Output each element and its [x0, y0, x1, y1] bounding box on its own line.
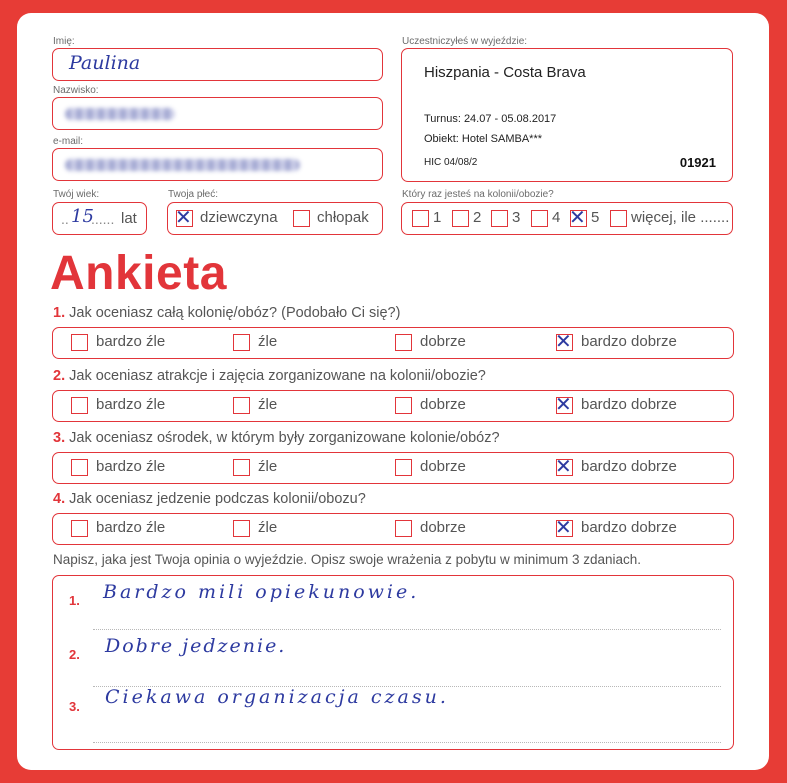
- opinion-line-3-number: 3.: [69, 699, 80, 714]
- rating-checkbox[interactable]: [71, 334, 88, 351]
- rating-label: bardzo źle: [96, 458, 166, 475]
- rating-checkbox[interactable]: [233, 334, 250, 351]
- rating-checkbox[interactable]: [555, 454, 573, 478]
- times-more-checkbox[interactable]: [610, 210, 627, 227]
- rating-checkbox[interactable]: [395, 397, 412, 414]
- surname-field[interactable]: [52, 97, 383, 130]
- opinion-box[interactable]: [52, 575, 734, 750]
- surname-label: Nazwisko:: [53, 85, 99, 96]
- question-number: 2.: [53, 368, 66, 384]
- question-3-answers: [52, 452, 734, 484]
- times-more-label: więcej, ile .......: [631, 209, 730, 226]
- trip-box: [401, 48, 733, 182]
- rating-checkbox[interactable]: [71, 397, 88, 414]
- checked-mark-icon: ✕: [569, 205, 586, 229]
- question-number: 3.: [53, 430, 66, 446]
- times-5-label: 5: [591, 209, 600, 226]
- trip-obiekt-label: Obiekt:: [424, 133, 459, 145]
- rating-checkbox[interactable]: [233, 520, 250, 537]
- checked-mark-icon: ✕: [175, 205, 192, 229]
- gender-male-label: chłopak: [317, 209, 369, 226]
- question-text: Jak oceniasz ośrodek, w którym były zorganizowane kolonie/obóz?: [69, 430, 500, 446]
- question-text: Jak oceniasz całą kolonię/obóz? (Podobało Ci się?): [69, 305, 401, 321]
- rating-label: bardzo źle: [96, 519, 166, 536]
- question-text: Jak oceniasz jedzenie podczas kolonii/obozu?: [69, 491, 366, 507]
- opinion-prompt: Napisz, jaka jest Twoja opinia o wyjeździe. Opisz swoje wrażenia z pobytu w minimum 3 zdaniach.: [53, 552, 642, 567]
- question-2: [53, 368, 486, 384]
- rating-checkbox[interactable]: [233, 397, 250, 414]
- rating-label: bardzo źle: [96, 396, 166, 413]
- rating-label: źle: [258, 458, 278, 475]
- name-field[interactable]: [52, 48, 383, 81]
- age-value: 15: [71, 206, 94, 227]
- question-3: [53, 430, 500, 446]
- rating-label: bardzo dobrze: [581, 458, 677, 475]
- email-label: e-mail:: [53, 136, 84, 147]
- opinion-line-1-number: 1.: [69, 593, 80, 608]
- trip-code: HIC 04/08/2: [424, 157, 478, 168]
- times-field: [401, 202, 733, 235]
- name-label: Imię:: [53, 36, 75, 47]
- times-2-label: 2: [473, 209, 482, 226]
- times-4-label: 4: [552, 209, 561, 226]
- gender-field: [167, 202, 383, 235]
- rating-label: bardzo źle: [96, 333, 166, 350]
- age-label: Twój wiek:: [53, 189, 100, 200]
- checked-mark-icon: ✕: [555, 329, 572, 353]
- question-number: 1.: [53, 305, 66, 321]
- times-3-label: 3: [512, 209, 521, 226]
- trip-obiekt-value: Hotel SAMBA***: [461, 133, 543, 145]
- rating-checkbox[interactable]: [555, 329, 573, 353]
- rating-label: dobrze: [420, 333, 466, 350]
- question-text: Jak oceniasz atrakcje i zajęcia zorganizowane na kolonii/obozie?: [69, 368, 486, 384]
- question-2-answers: [52, 390, 734, 422]
- times-label: Który raz jesteś na kolonii/obozie?: [402, 189, 554, 200]
- rating-checkbox[interactable]: [71, 459, 88, 476]
- times-2-checkbox[interactable]: [452, 210, 469, 227]
- opinion-line-3-text: Ciekawa organizacja czasu.: [105, 686, 449, 708]
- checked-mark-icon: ✕: [555, 454, 572, 478]
- survey-title: Ankieta: [50, 247, 227, 300]
- email-field[interactable]: [52, 148, 383, 181]
- opinion-line-2-text: Dobre jedzenie.: [105, 635, 287, 657]
- gender-female-label: dziewczyna: [200, 209, 278, 226]
- question-1-answers: [52, 327, 734, 359]
- times-1-checkbox[interactable]: [412, 210, 429, 227]
- rating-checkbox[interactable]: [395, 459, 412, 476]
- trip-number: 01921: [679, 155, 716, 170]
- age-suffix: lat: [121, 210, 137, 227]
- rating-checkbox[interactable]: [555, 515, 573, 539]
- opinion-line-1-text: Bardzo mili opiekunowie.: [103, 581, 420, 603]
- rating-label: dobrze: [420, 519, 466, 536]
- rating-label: dobrze: [420, 396, 466, 413]
- trip-destination: Hiszpania - Costa Brava: [424, 64, 586, 81]
- times-4-checkbox[interactable]: [531, 210, 548, 227]
- blurred-surname: [65, 108, 175, 120]
- rating-label: bardzo dobrze: [581, 519, 677, 536]
- opinion-line-2-number: 2.: [69, 647, 80, 662]
- rating-checkbox[interactable]: [555, 392, 573, 416]
- question-4-answers: [52, 513, 734, 545]
- trip-turnus: Turnus: 24.07 - 05.08.2017: [424, 113, 557, 125]
- question-1: [53, 305, 400, 321]
- times-5-checkbox[interactable]: [569, 205, 587, 229]
- rating-label: źle: [258, 333, 278, 350]
- question-4: [53, 491, 366, 507]
- gender-label: Twoja płeć:: [168, 189, 219, 200]
- rating-checkbox[interactable]: [71, 520, 88, 537]
- times-3-checkbox[interactable]: [491, 210, 508, 227]
- gender-female-checkbox[interactable]: [175, 205, 193, 229]
- checked-mark-icon: ✕: [555, 392, 572, 416]
- blurred-email: [65, 159, 300, 171]
- checked-mark-icon: ✕: [555, 515, 572, 539]
- rating-checkbox[interactable]: [395, 520, 412, 537]
- gender-male-checkbox[interactable]: [293, 210, 310, 227]
- rating-checkbox[interactable]: [395, 334, 412, 351]
- rating-label: źle: [258, 519, 278, 536]
- name-value: Paulina: [69, 52, 141, 74]
- age-field[interactable]: .. 15 ...... lat: [52, 202, 147, 235]
- rating-label: bardzo dobrze: [581, 396, 677, 413]
- times-1-label: 1: [433, 209, 442, 226]
- rating-label: bardzo dobrze: [581, 333, 677, 350]
- rating-label: dobrze: [420, 458, 466, 475]
- rating-label: źle: [258, 396, 278, 413]
- question-number: 4.: [53, 491, 66, 507]
- trip-label: Uczestniczyłeś w wyjeździe:: [402, 36, 528, 47]
- rating-checkbox[interactable]: [233, 459, 250, 476]
